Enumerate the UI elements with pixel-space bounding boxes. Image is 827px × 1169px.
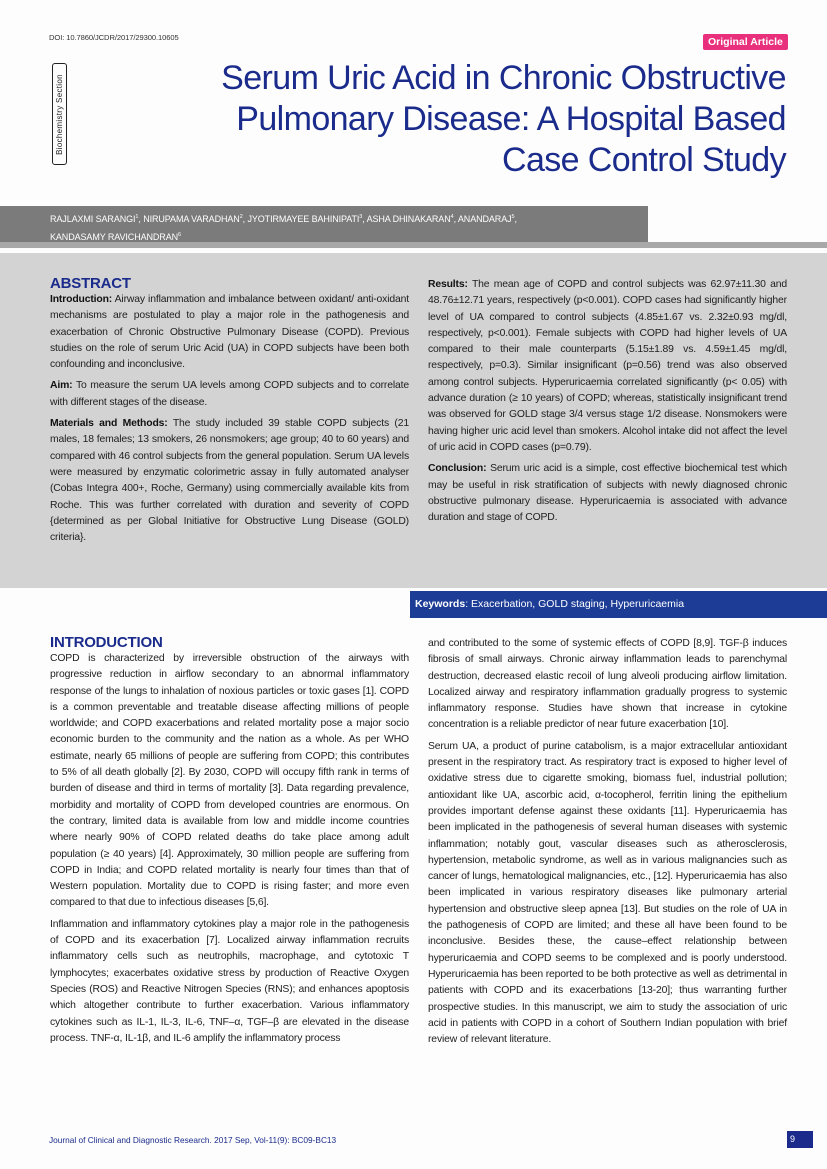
author: JYOTIRMAYEE BAHINIPATI$^3$, [247,214,367,224]
page-number: 9 [787,1131,813,1148]
abstract-results: Results: The mean age of COPD and control subjects was 62.97±11.30 and 48.76±12.71 years, respectively (p<0.001). COPD cases had significantly higher level of UA compared to control subjects (4.85±1.67 vs. 2.32±0.93 mg/dl, respectively, p<0.001). Female subjects with COPD had higher levels of UA compared to their male counterparts (5.15±1.89 vs. 4.59±1.45 mg/dl, respectively, p=0.3). Similar insignificant (p=0.56) trend was also observed among control subjects. Hyperuricaemia correlated significantly (p< 0.05) with advance duration (≥ 10 years) of COPD; whereas, statistically insignificant trend was observed for GOLD stage 3/4 versus stage 1/2 disease. Nonsmokers were having higher uric acid level than smokers. Alcohol intake did not affect the level of uric acid in COPD cases (p=0.79). [428,279,787,453]
abstract-right-column [428,277,787,531]
abstract-aim: Aim: To measure the serum UA levels among COPD subjects and to correlate with different stages of the disease. [50,380,409,408]
intro-paragraph: COPD is characterized by irreversible obstruction of the airways with progressive reduction in airflow secondary to an abnormal inflammatory response of the lungs to inhalation of noxious particles or toxic gases [1]. COPD is a common preventable and treatable disease affecting millions of people worldwide; and COPD exacerbations and related mortality pose a major socio economic burden to the community and the nation as a whole. As per WHO estimate, nearly 65 millions of people are suffering from COPD; this contributes to 5% of all death globally [2]. By 2030, COPD will occupy fifth rank in terms of burden of disease and third in terms of mortality [3]. Data regarding prevalence, morbidity and mortality of COPD from developed countries are enormous. On the contrary, limited data is available from low and middle income countries where nearly 90% of COPD related deaths do take place among adult population (≥ 40 years) [4]. Approximately, 30 million people are suffering from COPD in India; and COPD related mortality is nearly four times than that of Western population. Mortality due to COPD is rising faster; and more even compared to that due to infectious diseases [5,6]. [50,653,409,909]
intro-paragraph: and contributed to the some of systemic effects of COPD [8,9]. TGF-β induces fibrosis of small airways. Chronic airway inflammation leads to parenchymal destruction, decreased elastic recoil of lung alveoli producing airflow limitation. Localized airway and respiratory inflammation gradually progress to systemic inflammatory response. Studies have shown that increase in cytokine concentration is a reliable predictor of near future exacerbation [10]. [428,638,787,731]
intro-paragraph: Inflammation and inflammatory cytokines play a major role in the pathogenesis of COPD and its exacerbation [7]. Localized airway inflammation recruits inflammatory cells such as neutrophils, macrophage, and cytotoxic T lymphocytes; exacerbates oxidative stress by production of Reactive Oxygen Species (ROS) and Reactive Nitrogen Species (RNS); and enhances apoptosis which altogether contribute to further exacerbation. Various inflammatory cytokines such as IL-1, IL-3, IL-6, TNF–α, TGF–β are elevated in the disease process. TNF-α, IL-1β, and IL-6 amplify the inflammatory process [50,918,409,1044]
abstract-heading: ABSTRACT [50,275,131,292]
footer-citation: Journal of Clinical and Diagnostic Research. 2017 Sep, Vol-11(9): BC09-BC13 [49,1135,337,1145]
author: ASHA DHINAKARAN$^4$, [366,214,458,224]
introduction-heading: INTRODUCTION [50,634,163,651]
intro-left-column [50,635,409,1052]
intro-paragraph: Serum UA, a product of purine catabolism, is a major extracellular antioxidant present in the respiratory tract. As respiratory tract is exposed to higher level of oxidative stress due to cigarette smoking, biomass fuel, industrial pollution; antioxidant like UA, ascorbic acid, α-tocopherol, ferritin lining the epithelium provides important defense against these oxidants [11]. Hyperuricaemia has been implicated in the pathogenesis of several human diseases with systemic inflammation; notably gout, vascular diseases such as atherosclerosis, hypertension, metabolic syndrome, as well as in various malignancies such as cancer of lungs, hematological malignancies, etc., [12]. Hyperuricaemia has also been implicated in various respiratory diseases like pulmonary arterial hypertension and obstructive sleep apnea [13]. But studies on the role of UA in the pathogenesis of COPD are limited; and these all have been found to be inconclusive. Besides these, the cause–effect relationship between hyperuricaemia and COPD seems to be complexed and is poorly understood. Hyperuricaemia has been reported to be both protective as well as detrimental in patients with COPD and its exacerbations [13-20]; thus warranting further prospective studies. In this manuscript, we aim to study the association of uric acid in patients with COPD in a cohort of Southern Indian population with brief review of relevant literature. [428,740,787,1046]
section-tag-label: Biochemistry Section [55,73,65,155]
author: KANDASAMY RAVICHANDRAN$^6$ [50,232,181,242]
article-type-badge: Original Article [703,34,788,50]
intro-right-column [428,636,787,1053]
abstract-left-column [50,276,409,551]
author: RAJLAXMI SARANGI$^1$, [50,214,144,224]
keywords-band [410,591,827,618]
doi: DOI: 10.7860/JCDR/2017/29300.10605 [49,33,179,42]
author: NIRUPAMA VARADHAN$^2$, [143,214,248,224]
abstract-introduction: Introduction: Airway inflammation and imbalance between oxidant/ anti-oxidant mechanisms are postulated to play a major role in the pathogenesis and exacerbation of Chronic Obstructive Pulmonary Disease (COPD). Previous studies on the role of serum Uric Acid (UA) in COPD subjects have been both confounding and inconclusive. [50,294,409,371]
abstract-conclusion: Conclusion: Serum uric acid is a simple, cost effective biochemical test which may be useful in risk stratification of subjects with newly diagnosed chronic obstructive pulmonary disease. Hyperuricaemia is associated with advance duration and stage of COPD. [428,463,787,524]
article-title: Serum Uric Acid in Chronic Obstructive Pulmonary Disease: A Hospital Based Case Control Study [221,59,786,179]
keywords-text: : Exacerbation, GOLD staging, Hyperuricaemia [465,598,685,610]
section-tag [52,63,67,165]
abstract-methods: Materials and Methods: The study included 39 stable COPD subjects (21 males, 18 females; 13 smokers, 26 nonsmokers; age group; 40 to 60 years) and compared with 46 control subjects from the general population. Serum UA levels were measured by enzymatic colorimetric assay in fully automated analyser (Cobas Integra 400+, Roche, Germany) using commercially available kits from Roche. This was further correlated with duration and severity of COPD {determined as per Global Initiative for Obstructive Lung Disease (GOLD) criteria}. [50,418,409,544]
author-list [50,209,650,245]
author: ANANDARAJ$^5$, [457,214,517,224]
keywords-label: Keywords [415,598,466,610]
